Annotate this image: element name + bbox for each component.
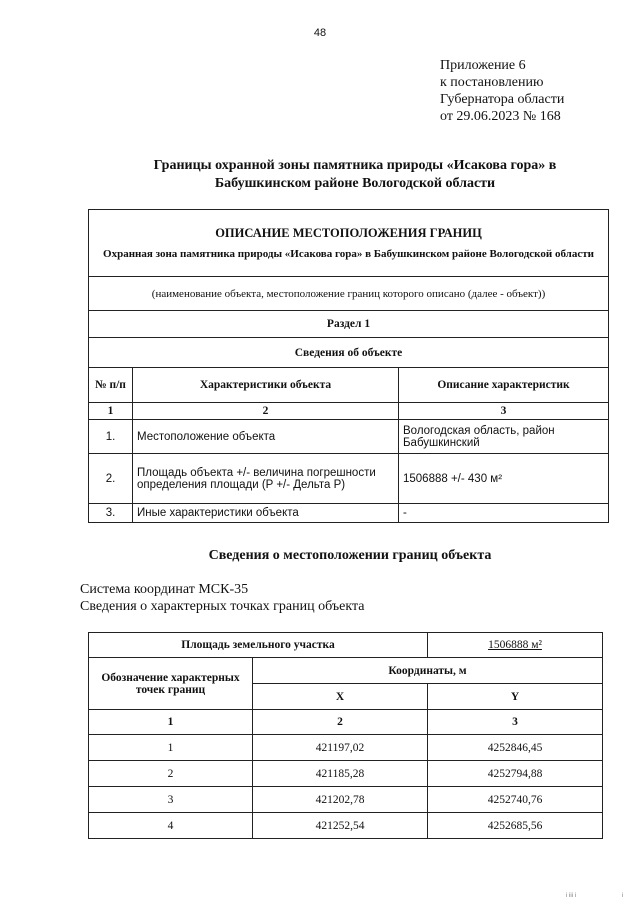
table-row (89, 633, 603, 658)
table-row (89, 403, 609, 420)
table-row (89, 454, 609, 504)
column-number: 2 (253, 710, 428, 735)
coordinate-system: Система координат МСК-35 (80, 582, 249, 597)
table-header-row (89, 368, 609, 403)
row-number: 2. (89, 454, 133, 504)
title-line: Границы охранной зоны памятника природы «Исакова гора» в (153, 158, 557, 173)
coords-header: Координаты, м (253, 658, 603, 684)
appendix-line: к постановлению (440, 75, 544, 90)
object-name: Охранная зона памятника природы «Исакова гора» в Бабушкинском районе Вологодской области (103, 247, 594, 260)
object-description-table (88, 209, 609, 523)
column-number: 1 (89, 403, 133, 420)
row-number: 1. (89, 420, 133, 454)
x-cell: 421197,02 (253, 735, 428, 761)
table-row (89, 338, 609, 368)
description-cell: Вологодская область, район Бабушкинский (399, 420, 609, 454)
table-header-row (89, 658, 603, 684)
section-title: Сведения об объекте (89, 338, 609, 368)
y-cell: 4252846,45 (428, 735, 603, 761)
point-header: Обозначение характерных точек границ (89, 658, 253, 710)
table-row (89, 420, 609, 454)
corner-mark: i (622, 893, 624, 899)
table-row (89, 735, 603, 761)
table-row (89, 710, 603, 735)
table-row (89, 813, 603, 839)
x-header: X (253, 684, 428, 710)
column-header: № п/п (89, 368, 133, 403)
column-header: Характеристики объекта (133, 368, 399, 403)
table-row (89, 761, 603, 787)
y-header: Y (428, 684, 603, 710)
x-cell: 421202,78 (253, 787, 428, 813)
description-header: ОПИСАНИЕ МЕСТОПОЛОЖЕНИЯ ГРАНИЦ (215, 225, 482, 240)
column-header: Описание характеристик (399, 368, 609, 403)
description-header-cell (89, 210, 609, 277)
description-cell: - (399, 504, 609, 523)
description-cell: 1506888 +/- 430 м² (399, 454, 609, 504)
area-label: Площадь земельного участка (89, 633, 428, 658)
table-row (89, 504, 609, 523)
column-number: 2 (133, 403, 399, 420)
table-row (89, 277, 609, 311)
points-title: Сведения о характерных точках границ объекта (80, 599, 365, 614)
point-cell: 4 (89, 813, 253, 839)
page-number: 48 (313, 27, 327, 39)
y-cell: 4252685,56 (428, 813, 603, 839)
corner-mark: i iii i (566, 893, 576, 899)
x-cell: 421252,54 (253, 813, 428, 839)
appendix-line: Губернатора области (440, 92, 565, 107)
x-cell: 421185,28 (253, 761, 428, 787)
area-value: 1506888 м² (428, 633, 603, 658)
point-cell: 3 (89, 787, 253, 813)
boundary-section-title: Сведения о местоположении границ объекта (208, 548, 492, 563)
appendix-line: от 29.06.2023 № 168 (440, 109, 561, 124)
table-row (89, 210, 609, 277)
object-note: (наименование объекта, местоположение границ которого описано (далее - объект)) (89, 277, 609, 311)
title-line: Бабушкинском районе Вологодской области (214, 176, 496, 191)
characteristic-cell: Иные характеристики объекта (133, 504, 399, 523)
column-number: 1 (89, 710, 253, 735)
point-cell: 2 (89, 761, 253, 787)
column-number: 3 (399, 403, 609, 420)
point-cell: 1 (89, 735, 253, 761)
row-number: 3. (89, 504, 133, 523)
appendix-line: Приложение 6 (440, 58, 526, 73)
appendix-block (440, 57, 564, 125)
characteristic-cell: Местоположение объекта (133, 420, 399, 454)
y-cell: 4252794,88 (428, 761, 603, 787)
table-row (89, 787, 603, 813)
coordinates-table (88, 632, 603, 839)
characteristic-cell: Площадь объекта +/- величина погрешности определения площади (P +/- Дельта P) (133, 454, 399, 504)
document-title (120, 157, 590, 193)
section-label: Раздел 1 (89, 311, 609, 338)
y-cell: 4252740,76 (428, 787, 603, 813)
column-number: 3 (428, 710, 603, 735)
table-row (89, 311, 609, 338)
